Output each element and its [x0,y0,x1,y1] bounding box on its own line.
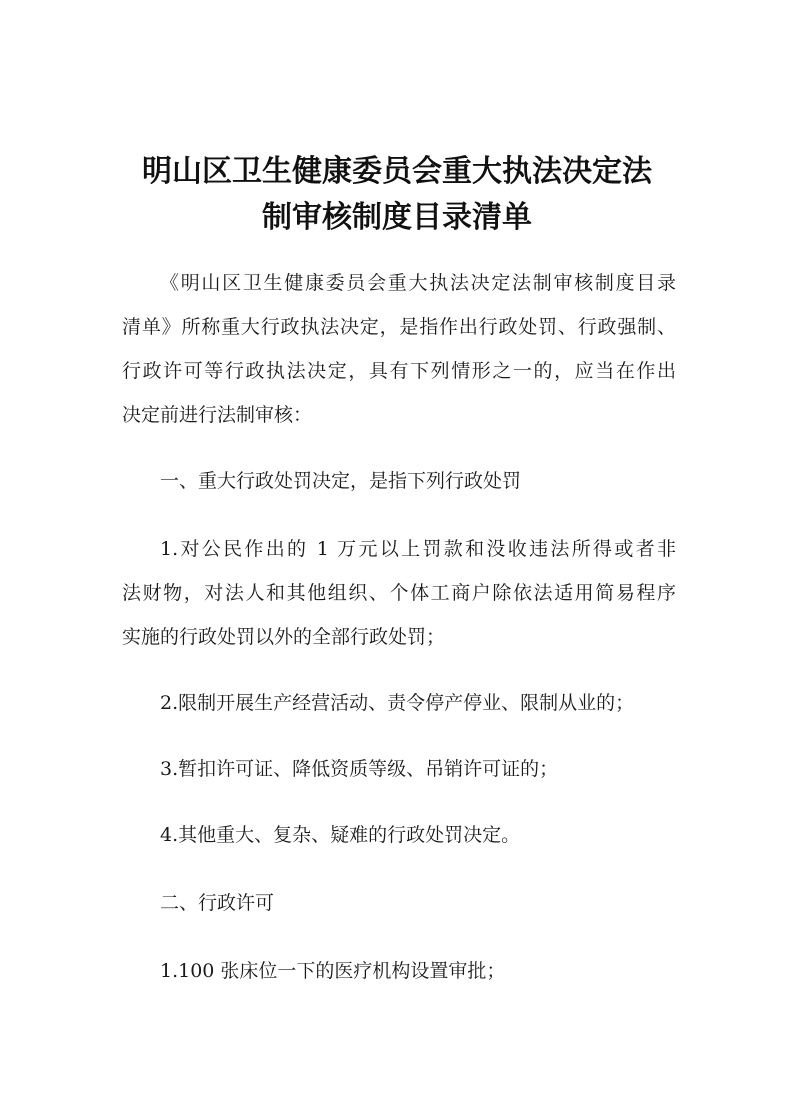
section-2-heading: 二、行政许可 [160,892,275,914]
section-1-item-4: 4.其他重大、复杂、疑难的行政处罚决定。 [160,824,521,846]
section-1-item-1-line-3: 实施的行政处罚以外的全部行政处罚； [122,626,446,648]
intro-line-2: 清单》所称重大行政执法决定，是指作出行政处罚、行政强制、 [122,316,676,338]
section-1-heading: 一、重大行政处罚决定，是指下列行政处罚 [160,470,522,492]
intro-line-4: 决定前进行法制审核： [122,404,313,426]
section-2-item-1: 1.100 张床位一下的医疗机构设置审批； [160,960,506,982]
document-title-line-2: 制审核制度目录清单 [262,200,532,235]
section-1-item-1-line-1: 1.对公民作出的 1 万元以上罚款和没收违法所得或者非 [160,538,676,560]
intro-line-3: 行政许可等行政执法决定，具有下列情形之一的，应当在作出 [122,360,676,382]
section-1-item-1-line-2: 法财物，对法人和其他组织、个体工商户除依法适用简易程序 [122,582,676,604]
document-title-line-1: 明山区卫生健康委员会重大执法决定法 [142,154,652,189]
section-1-item-2: 2.限制开展生产经营活动、责令停产停业、限制从业的； [160,692,635,714]
intro-line-1: 《明山区卫生健康委员会重大执法决定法制审核制度目录 [160,272,676,294]
section-1-item-3: 3.暂扣许可证、降低资质等级、吊销许可证的； [160,758,559,780]
